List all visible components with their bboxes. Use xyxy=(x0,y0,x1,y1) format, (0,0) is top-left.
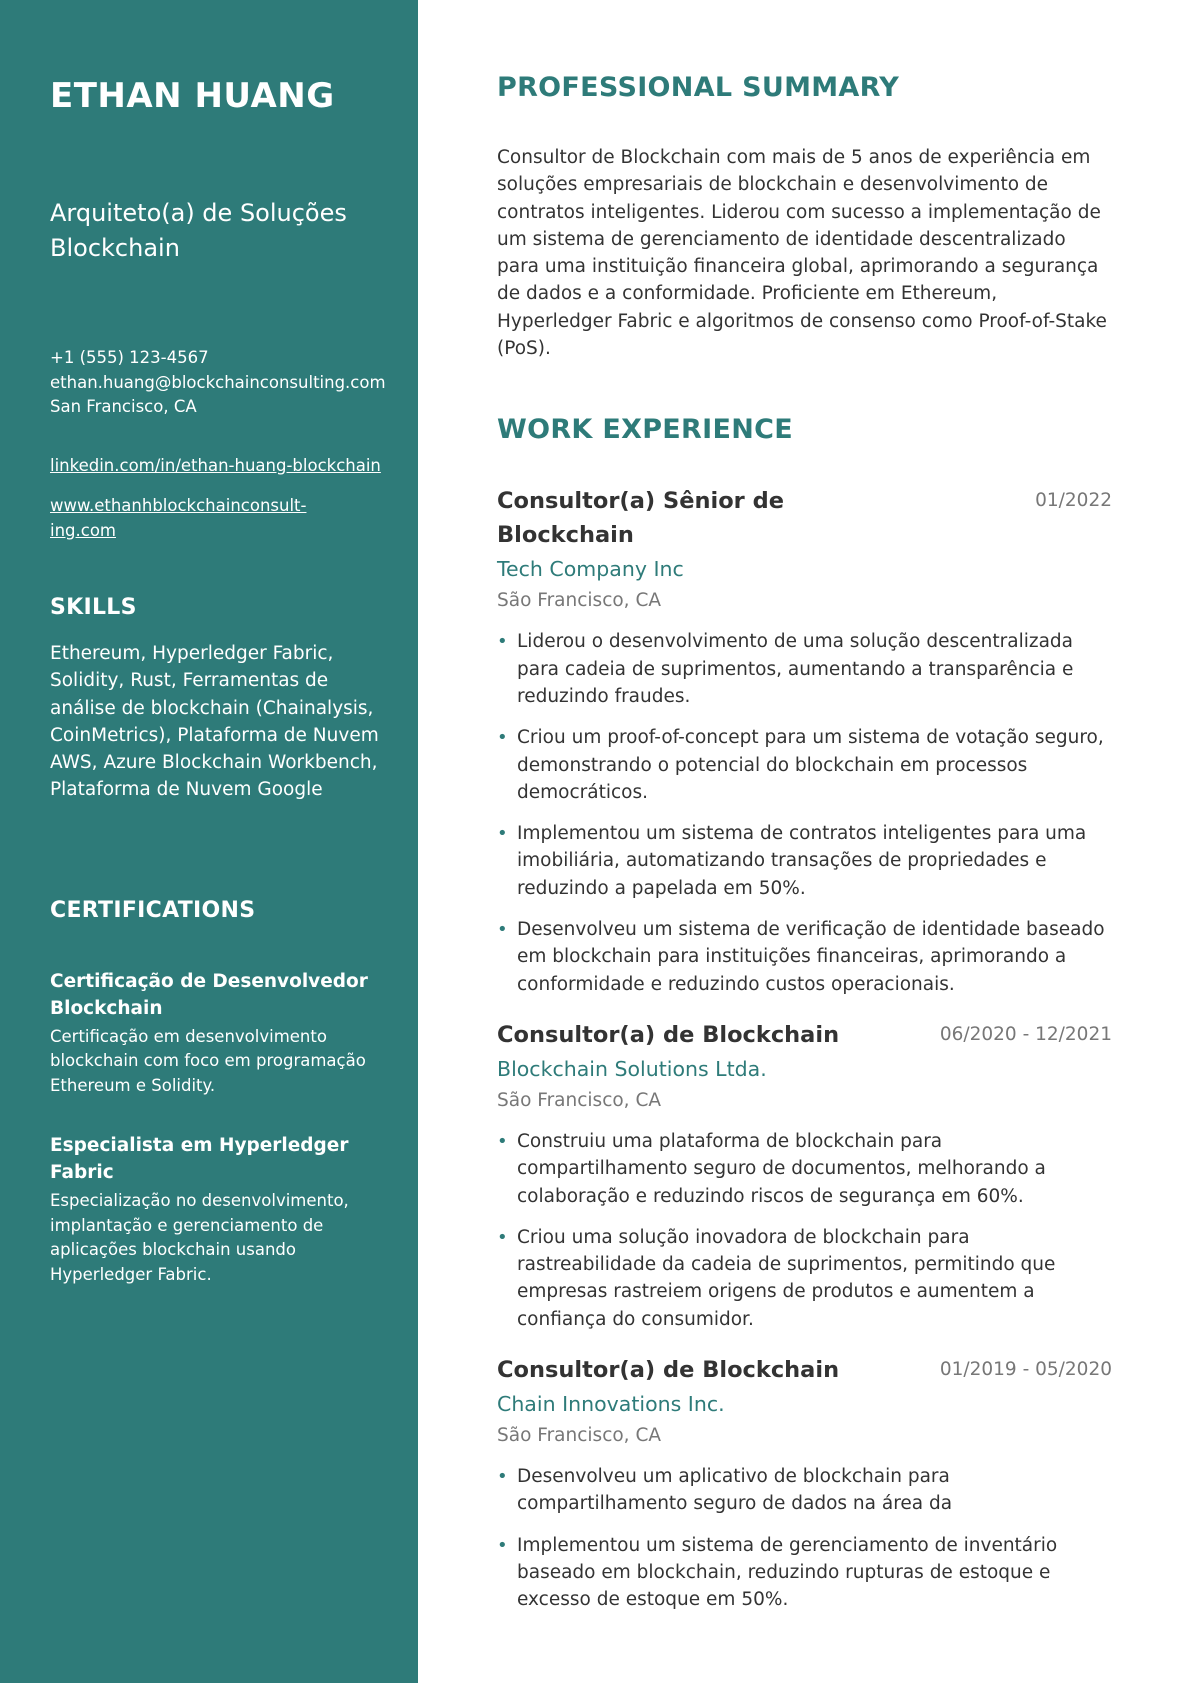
linkedin-link[interactable]: linkedin.com/in/ethan-huang-blockchain xyxy=(50,455,381,475)
sidebar xyxy=(0,0,418,1683)
bullet-text: Implementou um sistema de contratos inteligentes para uma imobiliária, automatizando transações de propriedades e reduzindo a papelada em 50%. xyxy=(517,823,1087,899)
bullet-text: Desenvolveu um sistema de verificação de identidade baseado em blockchain para instituições financeiras, aprimorando a conformidade e reduzindo custos operacionais. xyxy=(517,919,1105,995)
bullet-icon: • xyxy=(497,1466,508,1488)
certification-item xyxy=(50,968,388,1099)
bullet-item xyxy=(497,1128,1112,1210)
candidate-name: ETHAN HUANG xyxy=(50,76,335,116)
job-date: 01/2019 - 05/2020 xyxy=(939,1359,1112,1381)
bullet-text: Desenvolveu um aplicativo de blockchain para compartilhamento seguro de dados na área da xyxy=(517,1466,953,1515)
certification-item xyxy=(50,1132,388,1287)
summary-heading: PROFESSIONAL SUMMARY xyxy=(497,72,900,103)
bullet-icon: • xyxy=(497,1226,508,1248)
job-title: Consultor(a) de Blockchain xyxy=(497,1357,840,1384)
email-address: ethan.huang@blockchainconsulting.com xyxy=(50,372,386,392)
job-title: Consultor(a) de Blockchain xyxy=(497,1021,840,1048)
bullet-text: Construiu uma plataforma de blockchain para compartilhamento seguro de documentos, melhorando a colaboração e reduzindo riscos de segurança em 60%. xyxy=(517,1130,1046,1207)
bullet-item xyxy=(497,724,1112,806)
job-bullets xyxy=(497,1463,1112,1613)
job-location: São Francisco, CA xyxy=(497,590,662,612)
summary-text: Consultor de Blockchain com mais de 5 anos de experiência em soluções empresariais de blockchain e desenvolvimento de contratos inteligentes. Liderou com sucesso a implementação de um sistema de gerenciamento de identidade descentralizado para uma instituição financeira global, aprimorando a segurança de dados e a conformidade. Proficiente em Ethereum, Hyperledger Fabric e algoritmos de consenso como Proof-of-Stake (PoS). xyxy=(497,147,1107,360)
job-entry xyxy=(497,1018,1112,1333)
certification-title: Especialista em Hyperledger Fabric xyxy=(50,1135,349,1184)
bullet-icon: • xyxy=(497,1534,508,1556)
contact-info xyxy=(50,346,388,420)
skills-list: Ethereum, Hyperledger Fabric, Solidity, Rust, Ferramentas de análise de blockchain (Chainalysis, CoinMetrics), Plataforma de Nuvem AWS, Azure Blockchain Workbench, Plataforma de Nuvem Google xyxy=(50,643,379,801)
work-experience-heading: WORK EXPERIENCE xyxy=(497,414,793,446)
certifications-heading: CERTIFICATIONS xyxy=(50,897,256,923)
bullet-text: Criou uma solução inovadora de blockchain para rastreabilidade da cadeia de suprimentos, permitindo que empresas rastreiem origens de produtos e aumentem a confiança do consumidor. xyxy=(517,1226,1056,1330)
job-location: São Francisco, CA xyxy=(497,1089,662,1111)
bullet-item xyxy=(497,1532,1112,1614)
phone-number: +1 (555) 123-4567 xyxy=(50,348,209,367)
location-text: San Francisco, CA xyxy=(50,397,197,416)
skills-heading: SKILLS xyxy=(50,595,137,620)
bullet-icon: • xyxy=(497,919,508,941)
job-entry xyxy=(497,1353,1112,1613)
bullet-item xyxy=(497,820,1112,902)
bullet-item xyxy=(497,916,1112,998)
bullet-text: Implementou um sistema de gerenciamento de inventário baseado em blockchain, reduzindo rupturas de estoque e excesso de estoque em 50%. xyxy=(517,1534,1058,1611)
company-name: Chain Innovations Inc. xyxy=(497,1392,725,1417)
bullet-icon: • xyxy=(497,823,508,845)
bullet-item xyxy=(497,1224,1112,1333)
website-link-line-1: www.ethanhblockchainconsult- xyxy=(50,496,307,515)
bullet-item xyxy=(497,628,1112,710)
certification-title: Certificação de Desenvolvedor Blockchain xyxy=(50,970,368,1019)
job-location: São Francisco, CA xyxy=(497,1425,662,1447)
main-content xyxy=(418,0,1190,1683)
company-name: Tech Company Inc xyxy=(497,557,684,582)
job-entry xyxy=(497,484,1112,998)
bullet-icon: • xyxy=(497,727,508,749)
website-link-line-2: ing.com xyxy=(50,520,116,540)
bullet-text: Criou um proof-of-concept para um sistema de votação seguro, demonstrando o potencial do blockchain em processos democráticos. xyxy=(517,727,1104,803)
job-date: 06/2020 - 12/2021 xyxy=(939,1023,1112,1045)
bullet-text: Liderou o desenvolvimento de uma solução descentralizada para cadeia de suprimentos, aumentando a transparência e reduzindo fraudes. xyxy=(517,631,1074,707)
certification-description: Certificação em desenvolvimento blockchain com foco em programação Ethereum e Solidity. xyxy=(50,1026,366,1095)
job-bullets xyxy=(497,628,1112,998)
job-bullets xyxy=(497,1128,1112,1333)
candidate-role: Arquiteto(a) de Soluções Blockchain xyxy=(50,199,347,262)
bullet-icon: • xyxy=(497,631,508,653)
job-date: 01/2022 xyxy=(1035,490,1112,512)
company-name: Blockchain Solutions Ltda. xyxy=(497,1056,767,1081)
certification-description: Especialização no desenvolvimento, implantação e gerenciamento de aplicações blockchain usando Hyperledger Fabric. xyxy=(50,1191,349,1284)
job-title: Consultor(a) Sênior de Blockchain xyxy=(497,488,784,549)
bullet-item xyxy=(497,1463,1112,1518)
bullet-icon: • xyxy=(497,1130,508,1152)
website-link[interactable] xyxy=(50,494,350,543)
